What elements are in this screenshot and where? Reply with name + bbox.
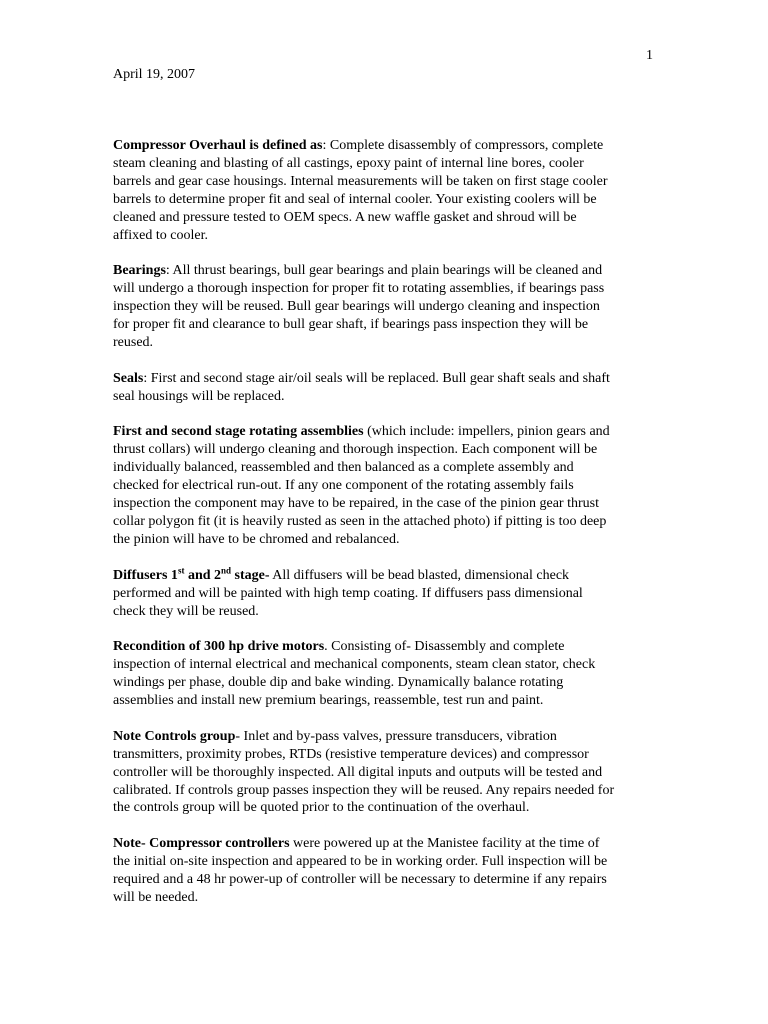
paragraph-line xyxy=(113,567,665,585)
paragraph-text: - Inlet and by-pass valves, pressure transducers, vibration xyxy=(235,728,557,744)
paragraph-line: the initial on-site inspection and appeared to be in working order. Full inspection will be xyxy=(113,854,608,870)
paragraph-line: will be needed. xyxy=(113,889,199,905)
paragraph-line: controller will be thoroughly inspected. All digital inputs and outputs will be tested and xyxy=(113,764,603,780)
paragraph-text: were powered up at the Manistee facility at the time of xyxy=(289,836,600,852)
paragraph-line: barrels to determine proper fit and seal of internal cooler. Your existing coolers will be xyxy=(113,191,597,207)
paragraph-text: (which include: impellers, pinion gears and xyxy=(363,424,610,440)
paragraph-line xyxy=(113,370,665,388)
paragraph-heading: First and second stage rotating assemblies xyxy=(113,424,364,440)
paragraph-line: reused. xyxy=(113,334,154,350)
paragraph-heading xyxy=(113,565,270,583)
paragraph-line: inspection of internal electrical and mechanical components, steam clean stator, check xyxy=(113,657,596,673)
paragraph-seals xyxy=(113,370,665,406)
paragraph-text: : All thrust bearings, bull gear bearings and plain bearings will be cleaned and xyxy=(165,263,603,279)
paragraph-line: barrels and gear case housings. Internal measurements will be taken on first stage cooler xyxy=(113,173,608,189)
paragraph-heading: Recondition of 300 hp drive motors xyxy=(113,639,325,655)
paragraph-line: will undergo a thorough inspection for proper fit to rotating assemblies, if bearings pass xyxy=(113,281,605,297)
paragraph-heading: Bearings xyxy=(113,263,166,279)
paragraph-line: collar polygon fit (it is heavily rusted as seen in the attached photo) if pitting is too deep xyxy=(113,513,607,529)
paragraph-heading: Note- Compressor controllers xyxy=(113,836,290,852)
paragraph-line: the controls group will be quoted prior to the continuation of the overhaul. xyxy=(113,800,530,816)
heading-part: stage- xyxy=(231,567,270,583)
paragraph-line: assemblies and install new premium bearings, reassemble, test run and paint. xyxy=(113,693,544,709)
paragraph-text: . Consisting of- Disassembly and complete xyxy=(324,639,565,655)
paragraph-line: for proper fit and clearance to bull gear shaft, if bearings pass inspection they will be xyxy=(113,317,589,333)
paragraph-line: checked for electrical run-out. If any one component of the rotating assembly fails xyxy=(113,478,574,494)
ordinal-suffix: st xyxy=(177,565,185,576)
paragraph-compressor-controllers xyxy=(113,835,665,907)
paragraph-line: cleaned and pressure tested to OEM specs. A new waffle gasket and shroud will be xyxy=(113,209,577,225)
paragraph-rotating-assemblies xyxy=(113,423,665,548)
paragraph-line xyxy=(113,638,665,656)
paragraph-line xyxy=(113,728,665,746)
paragraph-drive-motors xyxy=(113,638,665,710)
paragraph-line: thrust collars) will undergo cleaning and thorough inspection. Each component will be xyxy=(113,442,598,458)
paragraph-compressor-overhaul xyxy=(113,137,665,244)
document-body xyxy=(113,137,665,925)
paragraph-line: transmitters, proximity probes, RTDs (resistive temperature devices) and compressor xyxy=(113,746,589,762)
paragraph-line: inspection they will be reused. Bull gear bearings will undergo cleaning and inspection xyxy=(113,299,600,315)
paragraph-line: steam cleaning and blasting of all castings, epoxy paint of internal line bores, cooler xyxy=(113,155,584,171)
paragraph-controls-group xyxy=(113,728,665,818)
paragraph-text: : Complete disassembly of compressors, complete xyxy=(322,138,604,153)
heading-part: and 2 xyxy=(184,567,222,583)
paragraph-diffusers xyxy=(113,567,665,621)
paragraph-line: required and a 48 hr power-up of controller will be necessary to determine if any repairs xyxy=(113,872,607,888)
paragraph-text: All diffusers will be bead blasted, dimensional check xyxy=(269,567,570,583)
paragraph-line xyxy=(113,262,665,280)
paragraph-heading: Note Controls group xyxy=(113,728,236,744)
ordinal-suffix: nd xyxy=(221,565,232,576)
paragraph-line: windings per phase, double dip and bake winding. Dynamically balance rotating xyxy=(113,675,564,691)
paragraph-line: check they will be reused. xyxy=(113,603,259,619)
paragraph-heading: Compressor Overhaul is defined as xyxy=(113,138,323,153)
paragraph-line: affixed to cooler. xyxy=(113,227,208,243)
paragraph-line xyxy=(113,835,665,853)
paragraph-bearings xyxy=(113,262,665,352)
heading-part: Diffusers 1 xyxy=(113,567,178,583)
paragraph-heading: Seals xyxy=(113,370,144,386)
paragraph-line: individually balanced, reassembled and then balanced as a complete assembly and xyxy=(113,460,574,476)
paragraph-line: inspection the component may have to be repaired, in the case of the pinion gear thrust xyxy=(113,496,599,512)
paragraph-line: the pinion will have to be chromed and rebalanced. xyxy=(113,531,400,547)
paragraph-line: seal housings will be replaced. xyxy=(113,388,285,404)
document-date: April 19, 2007 xyxy=(113,67,196,82)
paragraph-line xyxy=(113,137,665,155)
paragraph-line: performed and will be painted with high temp coating. If diffusers pass dimensional xyxy=(113,585,583,601)
paragraph-line xyxy=(113,423,665,441)
page-number: 1 xyxy=(646,48,653,63)
paragraph-line: calibrated. If controls group passes inspection they will be reused. Any repairs needed for xyxy=(113,782,615,798)
paragraph-text: : First and second stage air/oil seals will be replaced. Bull gear shaft seals and shaft xyxy=(143,370,610,386)
